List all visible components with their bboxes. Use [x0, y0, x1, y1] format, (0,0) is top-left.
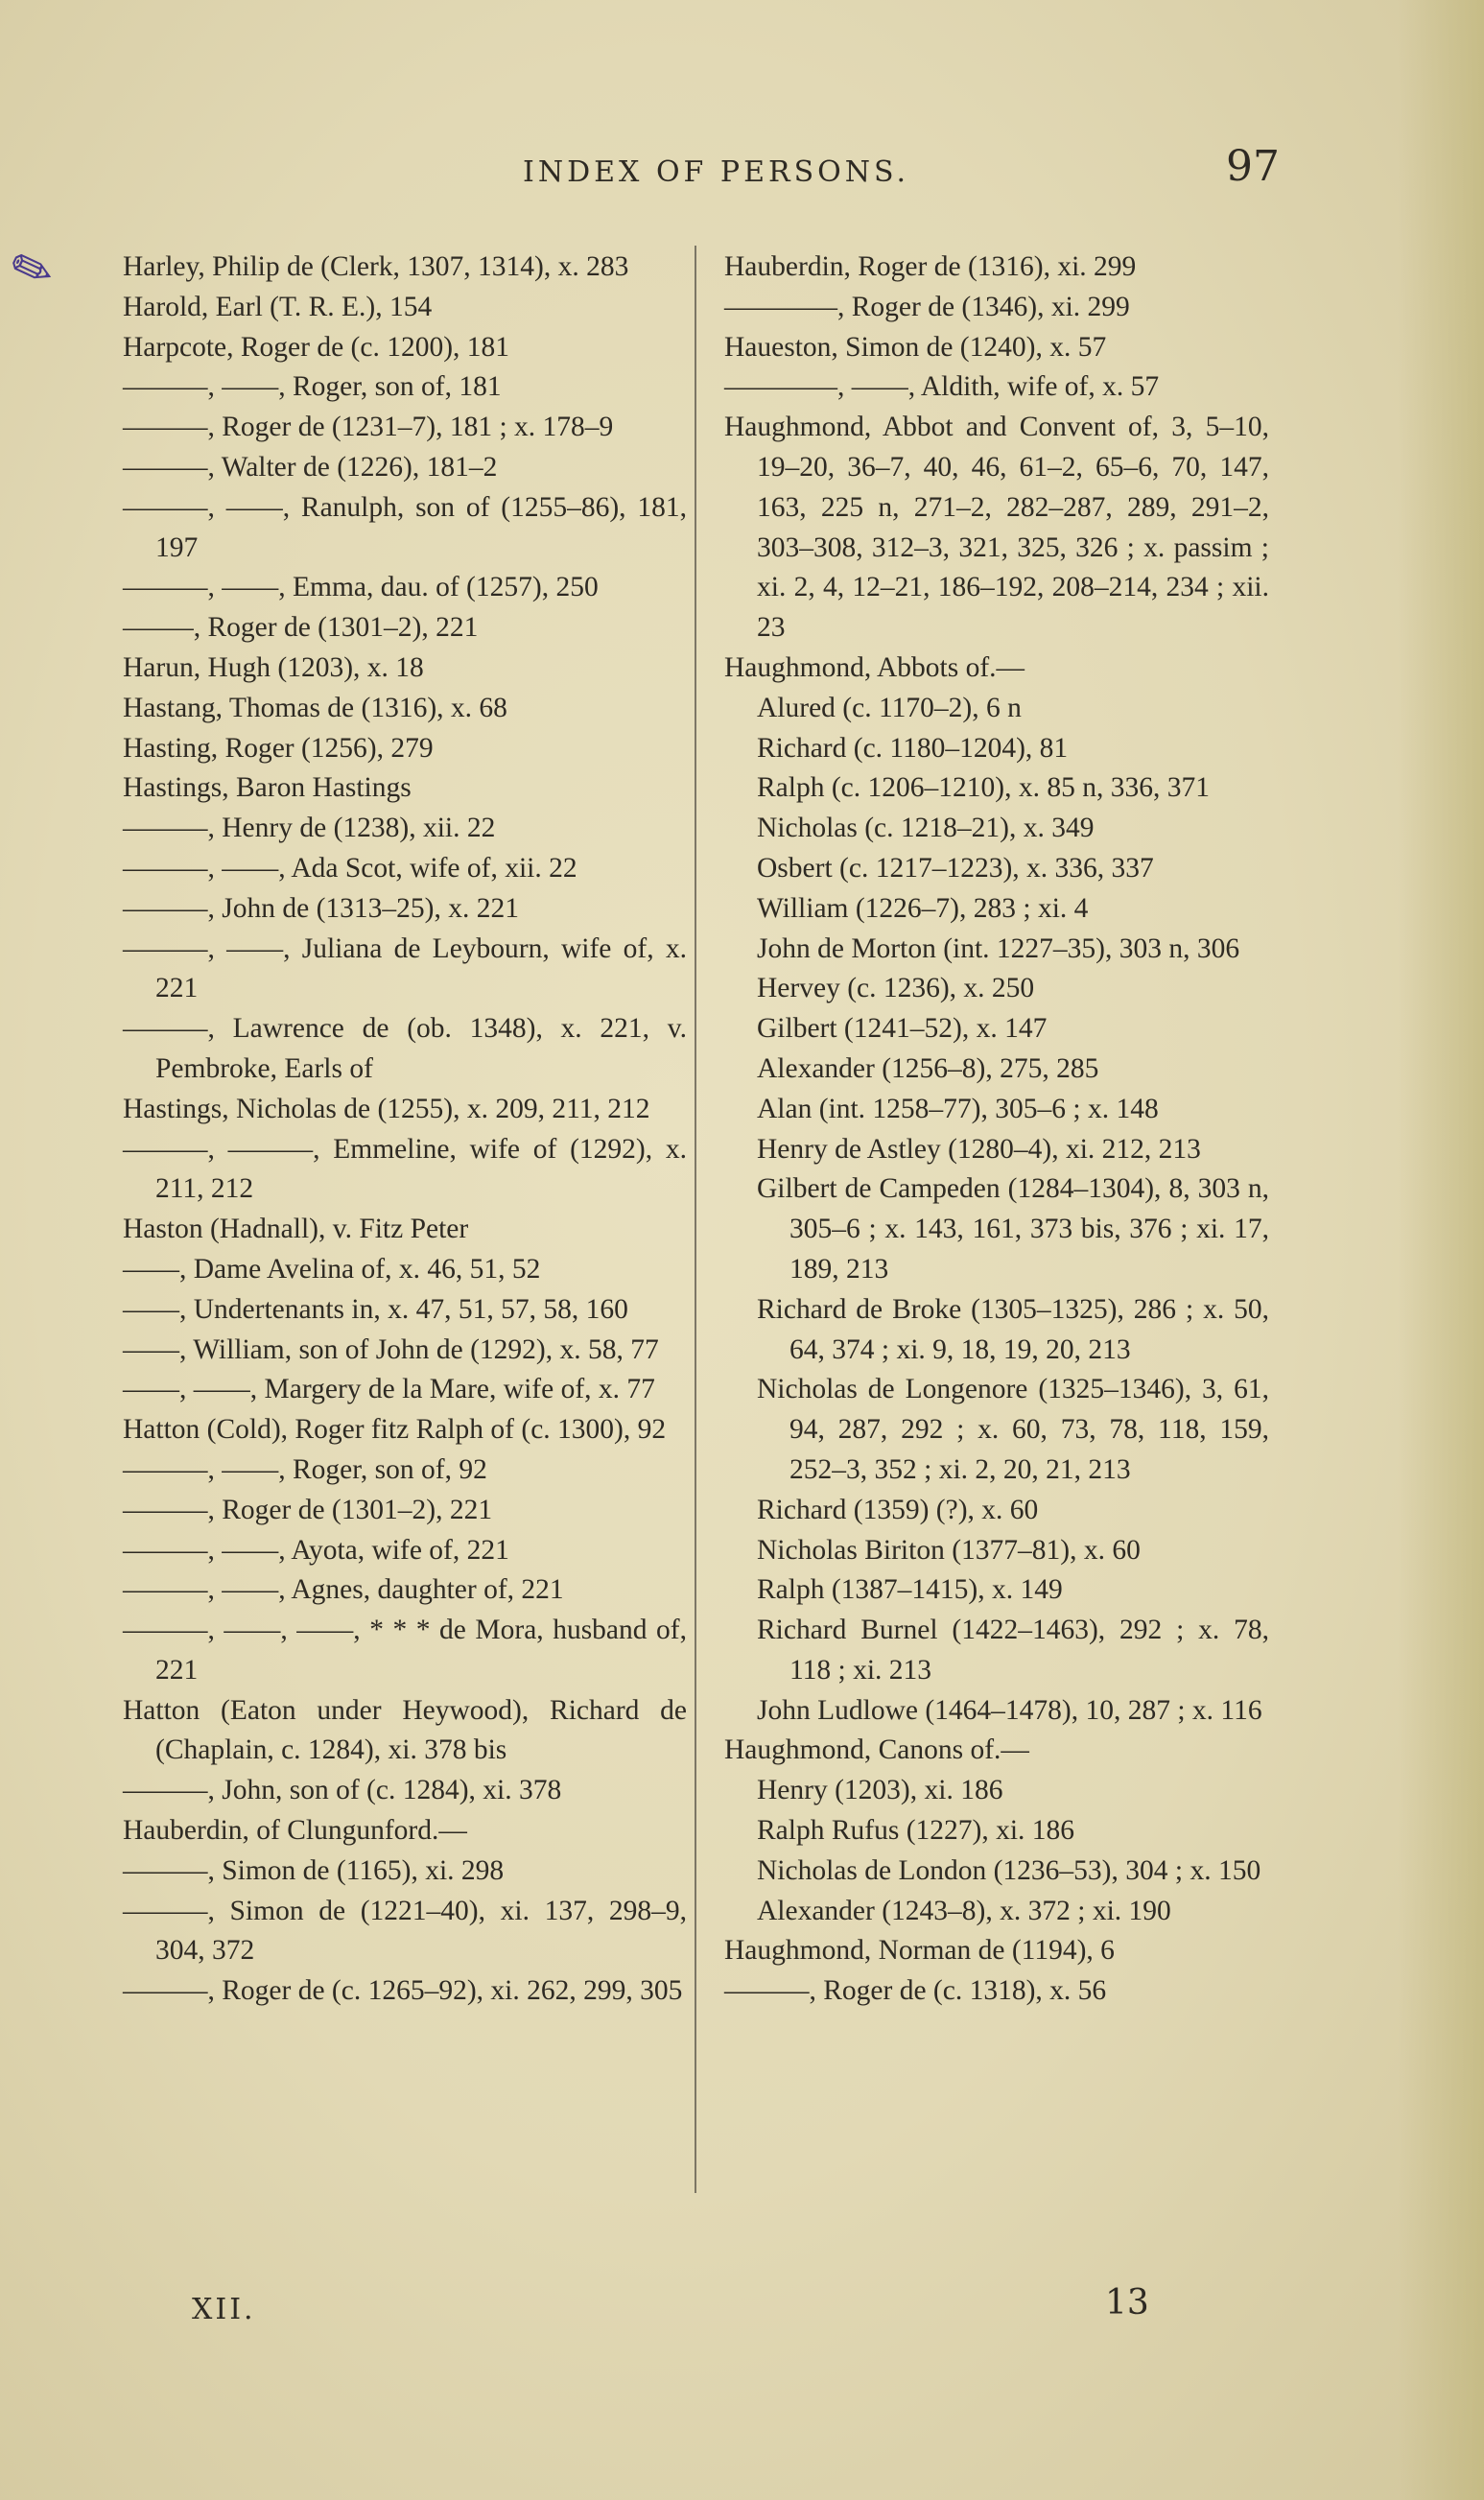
pen-annotation-icon: ✎	[3, 236, 62, 305]
index-entry: ———, Roger de (c. 1318), x. 56	[724, 1975, 1107, 2007]
index-entry: ——, ——, Margery de la Mare, wife of, x. 77	[123, 1374, 655, 1405]
index-entry: Haston (Hadnall), v. Fitz Peter	[123, 1214, 469, 1245]
index-entry: Richard Burnel (1422–1463), 292 ; x. 78, 118 ; xi. 213	[757, 1615, 1269, 1686]
index-entry: Alexander (1243–8), x. 372 ; xi. 190	[757, 1895, 1171, 1926]
index-entry: ———, Lawrence de (ob. 1348), x. 221, v. Pembroke, Earls of	[123, 1013, 687, 1084]
index-entry: ————, Roger de (1346), xi. 299	[724, 291, 1130, 322]
page-edge-shadow	[1398, 0, 1484, 2500]
index-entry: Haughmond, Abbot and Convent of, 3, 5–10, 19–20, 36–7, 40, 46, 61–2, 65–6, 70, 147, 163, 225 n, 271–2, 282–287, 289, 291–2, 303–308, 312–3, 321, 325, 326 ; x. passim ; xi. 2, 4, 12–21, 186–192, 208–214, 234 ; xii. 23	[724, 412, 1269, 644]
index-entry: Ralph (1387–1415), x. 149	[757, 1574, 1063, 1606]
index-entry: Haueston, Simon de (1240), x. 57	[724, 331, 1107, 363]
index-entry: ——, Undertenants in, x. 47, 51, 57, 58, 160	[123, 1293, 628, 1325]
index-entry: Richard (1359) (?), x. 60	[757, 1494, 1039, 1525]
index-entry: Ralph (c. 1206–1210), x. 85 n, 336, 371	[757, 772, 1210, 804]
index-entry: ———, ——, Ayota, wife of, 221	[123, 1534, 509, 1566]
index-entry: ———, ——, Ranulph, son of (1255–86), 181, 197	[123, 491, 687, 563]
index-entry: Nicholas de Longenore (1325–1346), 3, 61, 94, 287, 292 ; x. 60, 73, 78, 118, 159, 252–3, 352 ; xi. 2, 20, 21, 213	[757, 1374, 1269, 1485]
index-entry: Alured (c. 1170–2), 6 n	[757, 692, 1022, 723]
index-entry: ———, ——, Roger, son of, 181	[123, 371, 502, 403]
index-entry: Harun, Hugh (1203), x. 18	[123, 651, 424, 683]
index-entry: Alexander (1256–8), 275, 285	[757, 1052, 1099, 1084]
index-entry: John Ludlowe (1464–1478), 10, 287 ; x. 116	[757, 1694, 1262, 1726]
index-entry: ———, Simon de (1221–40), xi. 137, 298–9, 304, 372	[123, 1895, 687, 1967]
index-column-left	[123, 248, 687, 2012]
index-entry: Hatton (Eaton under Heywood), Richard de (Chaplain, c. 1284), xi. 378 bis	[123, 1694, 687, 1766]
running-head-title: INDEX OF PERSONS.	[523, 155, 909, 189]
index-entry: ———, Walter de (1226), 181–2	[123, 451, 498, 483]
index-entry: ———, John, son of (c. 1284), xi. 378	[123, 1775, 562, 1806]
index-entry: ———, ——, ——, * * * de Mora, husband of, 221	[123, 1615, 687, 1686]
index-entry: Haughmond, Canons of.—	[724, 1734, 1029, 1766]
index-entry: William (1226–7), 283 ; xi. 4	[757, 892, 1089, 924]
index-entry: Hervey (c. 1236), x. 250	[757, 973, 1035, 1004]
index-entry: Hastang, Thomas de (1316), x. 68	[123, 692, 507, 723]
index-entry: Harold, Earl (T. R. E.), 154	[123, 291, 433, 322]
index-entry: ——–, Roger de (1301–2), 221	[123, 612, 479, 644]
index-entry: Harley, Philip de (Clerk, 1307, 1314), x. 283	[123, 251, 629, 282]
index-entry: Nicholas de London (1236–53), 304 ; x. 150	[757, 1854, 1261, 1886]
index-entry: Hauberdin, of Clungunford.—	[123, 1815, 467, 1847]
index-entry: Henry de Astley (1280–4), xi. 212, 213	[757, 1133, 1201, 1165]
index-entry: Richard de Broke (1305–1325), 286 ; x. 50, 64, 374 ; xi. 9, 18, 19, 20, 213	[757, 1293, 1269, 1365]
index-entry: ———, Simon de (1165), xi. 298	[123, 1854, 505, 1886]
index-entry: ———, John de (1313–25), x. 221	[123, 892, 519, 924]
page-number: 97	[1226, 142, 1280, 191]
column-divider	[695, 246, 696, 2193]
index-entry: ———, ——, Roger, son of, 92	[123, 1453, 487, 1485]
index-entry: ————, ——, Aldith, wife of, x. 57	[724, 371, 1160, 403]
index-entry: ———, ——, Emma, dau. of (1257), 250	[123, 572, 599, 603]
index-entry: John de Morton (int. 1227–35), 303 n, 306	[757, 932, 1240, 964]
index-entry: Nicholas Biriton (1377–81), x. 60	[757, 1534, 1141, 1566]
index-column-right	[724, 248, 1269, 2012]
index-entry: ———, Roger de (1301–2), 221	[123, 1494, 493, 1525]
index-entry: ———, ——, Agnes, daughter of, 221	[123, 1574, 564, 1606]
index-entry: Richard (c. 1180–1204), 81	[757, 732, 1069, 764]
index-entry: Hauberdin, Roger de (1316), xi. 299	[724, 251, 1137, 282]
index-entry: Hatton (Cold), Roger fitz Ralph of (c. 1300), 92	[123, 1414, 667, 1446]
index-entry: ———, Roger de (1231–7), 181 ; x. 178–9	[123, 412, 614, 443]
index-entry: Alan (int. 1258–77), 305–6 ; x. 148	[757, 1093, 1159, 1124]
index-entry: ———, ——, Juliana de Leybourn, wife of, x. 221	[123, 932, 687, 1004]
index-entry: Gilbert de Campeden (1284–1304), 8, 303 n, 305–6 ; x. 143, 161, 373 bis, 376 ; xi. 17, 189, 213	[757, 1173, 1269, 1285]
index-entry: Harpcote, Roger de (c. 1200), 181	[123, 331, 510, 363]
folio-number: 13	[1105, 2283, 1149, 2323]
signature-mark: XII.	[192, 2293, 256, 2326]
index-entry: Osbert (c. 1217–1223), x. 336, 337	[757, 852, 1154, 884]
index-entry: ———, ——, Ada Scot, wife of, xii. 22	[123, 852, 577, 884]
index-entry: Hastings, Baron Hastings	[123, 772, 412, 804]
index-entry: Hastings, Nicholas de (1255), x. 209, 211, 212	[123, 1093, 650, 1124]
index-entry: ——, William, son of John de (1292), x. 58, 77	[123, 1333, 659, 1365]
index-entry: Gilbert (1241–52), x. 147	[757, 1013, 1048, 1045]
index-entry: ———, Henry de (1238), xii. 22	[123, 813, 496, 844]
index-entry: ———, Roger de (c. 1265–92), xi. 262, 299, 305	[123, 1975, 683, 2007]
index-entry: Henry (1203), xi. 186	[757, 1775, 1003, 1806]
index-entry: Nicholas (c. 1218–21), x. 349	[757, 813, 1095, 844]
index-entry: Ralph Rufus (1227), xi. 186	[757, 1815, 1075, 1847]
index-entry: Haughmond, Norman de (1194), 6	[724, 1935, 1115, 1967]
index-entry: Haughmond, Abbots of.—	[724, 651, 1025, 683]
index-entry: ———, ———, Emmeline, wife of (1292), x. 211, 212	[123, 1133, 687, 1205]
index-entry: Hasting, Roger (1256), 279	[123, 732, 434, 764]
index-entry: ——, Dame Avelina of, x. 46, 51, 52	[123, 1253, 541, 1285]
